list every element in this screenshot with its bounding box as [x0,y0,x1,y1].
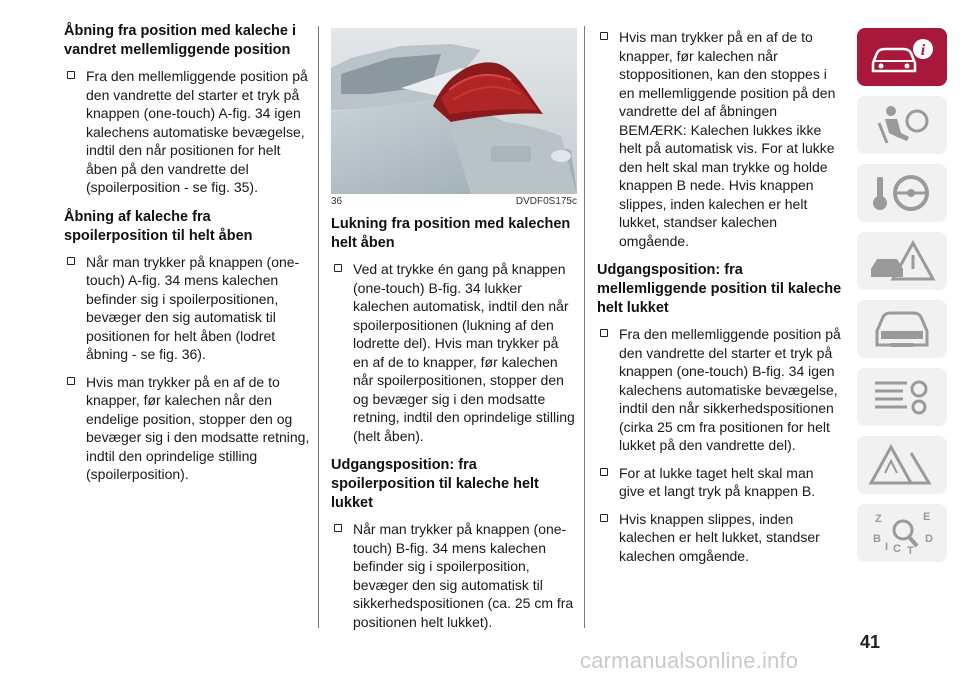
specifications-gears-icon [867,375,937,419]
car-convertible-illustration [331,28,577,194]
bullet-item: Fra den mellemliggende position på den vandrette del starter et tryk på knappen (one-touch) A-fig. 34 igen kalechens automatiske bevægelse, indtil den når positionen for helt åben på den vandrette del (spoilerposition - se fig. 35). [64,67,310,197]
column-divider [584,26,585,628]
checkbox-bullet-icon [67,71,75,79]
tab-specifications[interactable] [857,368,947,426]
column-2 [331,22,577,640]
tab-index[interactable] [857,504,947,562]
bullet-item: Ved at trykke én gang på knappen (one-touch) B-fig. 34 lukker kalechen automatisk, indtil den når spoilerpositionen (lukning af den lodrette del). Hvis man trykker på en af de to knapper, før kalechen når spoilerpositionen, stopper den og bevæger sig i den modsatte retning, indtil den oprindelige stilling (helt åben). [331,260,577,445]
car-info-icon [867,37,937,77]
bullet-item: Når man trykker på knappen (one-touch) B-fig. 34 mens kalechen befinder sig i spoilerposition, bevæger den sig automatisk til sikkerhedspositionen (ca. 25 cm fra positionen helt lukket). [331,520,577,631]
checkbox-bullet-icon [600,468,608,476]
alphabetical-index-icon [867,508,937,558]
bullet-item: Hvis man trykker på en af de to knapper, før kalechen når den endelige position, stopper den og bevæger sig i den modsatte retning, indtil den oprindelige stilling (spoilerposition). [64,373,310,484]
checkbox-bullet-icon [600,329,608,337]
column-1 [64,22,310,493]
column-divider [318,26,319,628]
heading-open-from-spoiler: Åbning af kaleche fra spoilerposition til helt åben [64,208,253,244]
bullet-item: Hvis knappen slippes, inden kalechen er helt lukket, standser kalechen omgående. [597,510,843,566]
checkbox-bullet-icon [600,514,608,522]
figure-code: DVDF0S175c [515,196,577,207]
index-letter: I [885,541,889,553]
heading-intermediate-to-closed: Udgangsposition: fra mellemliggende position til kaleche helt lukket [597,262,842,316]
column-3 [597,28,843,574]
bullet-item: For at lukke taget helt skal man give et langt tryk på knappen B. [597,464,843,501]
car-service-icon [867,307,937,351]
checkbox-bullet-icon [67,377,75,385]
multimedia-triangle-icon [867,443,937,487]
heading-open-from-intermediate: Åbning fra position med kaleche i vandret mellemliggende position [64,23,297,58]
bullet-item: Når man trykker på knappen (one-touch) A-fig. 34 mens kalechen befinder sig i spoilerpositionen, bevæger den sig automatisk til positionen for helt åben (lodret åbning - se fig. 36). [64,253,310,364]
tab-multimedia[interactable] [857,436,947,494]
svg-text:i: i [920,42,926,59]
tab-safety[interactable] [857,96,947,154]
airbag-passenger-icon [867,103,937,147]
page-number: 41 [860,632,881,652]
tab-emergency[interactable] [857,232,947,290]
bullet-item: Fra den mellemliggende position på den vandrette del starter et tryk på knappen (one-touch) B-fig. 34 igen kalechens automatiske bevægelse, indtil den når sikkerhedspositionen (cirka 25 cm fra positionen for helt lukket på den vandrette del). [597,325,843,455]
index-letter: D [925,533,933,545]
steering-wheel-key-icon [867,171,937,215]
index-letter: C [893,543,901,555]
checkbox-bullet-icon [600,32,608,40]
heading-spoiler-to-closed: Udgangsposition: fra spoilerposition til kaleche helt lukket [331,457,539,511]
checkbox-bullet-icon [67,257,75,265]
index-letter: E [923,511,931,523]
watermark: carmanualsonline.info [580,648,799,673]
checkbox-bullet-icon [334,264,342,272]
index-letter: T [907,545,914,557]
warning-triangle-car-icon [867,239,937,283]
checkbox-bullet-icon [334,524,342,532]
chapter-tabs-sidebar [857,28,950,572]
bullet-item: Hvis man trykker på en af de to knapper, før kalechen når stoppositionen, kan den stoppes i en mellemliggende position på den vandrette del af åbningen BEMÆRK: Kalechen lukkes ikke helt på automatisk vis. For at lukke den helt skal man trykke og holde knappen B nede. Hvis knappen slippes, inden kalechen er helt lukket, standser kalechen omgående. [597,28,843,250]
tab-car-info[interactable] [857,28,947,86]
figure-caption [331,196,577,207]
heading-close-from-open: Lukning fra position med kalechen helt åben [331,216,571,251]
figure-number: 36 [331,196,343,207]
tab-starting-driving[interactable] [857,164,947,222]
index-letter: Z [875,513,882,525]
index-letter: B [873,533,881,545]
figure-36-car-roof-open [331,28,577,194]
tab-maintenance[interactable] [857,300,947,358]
